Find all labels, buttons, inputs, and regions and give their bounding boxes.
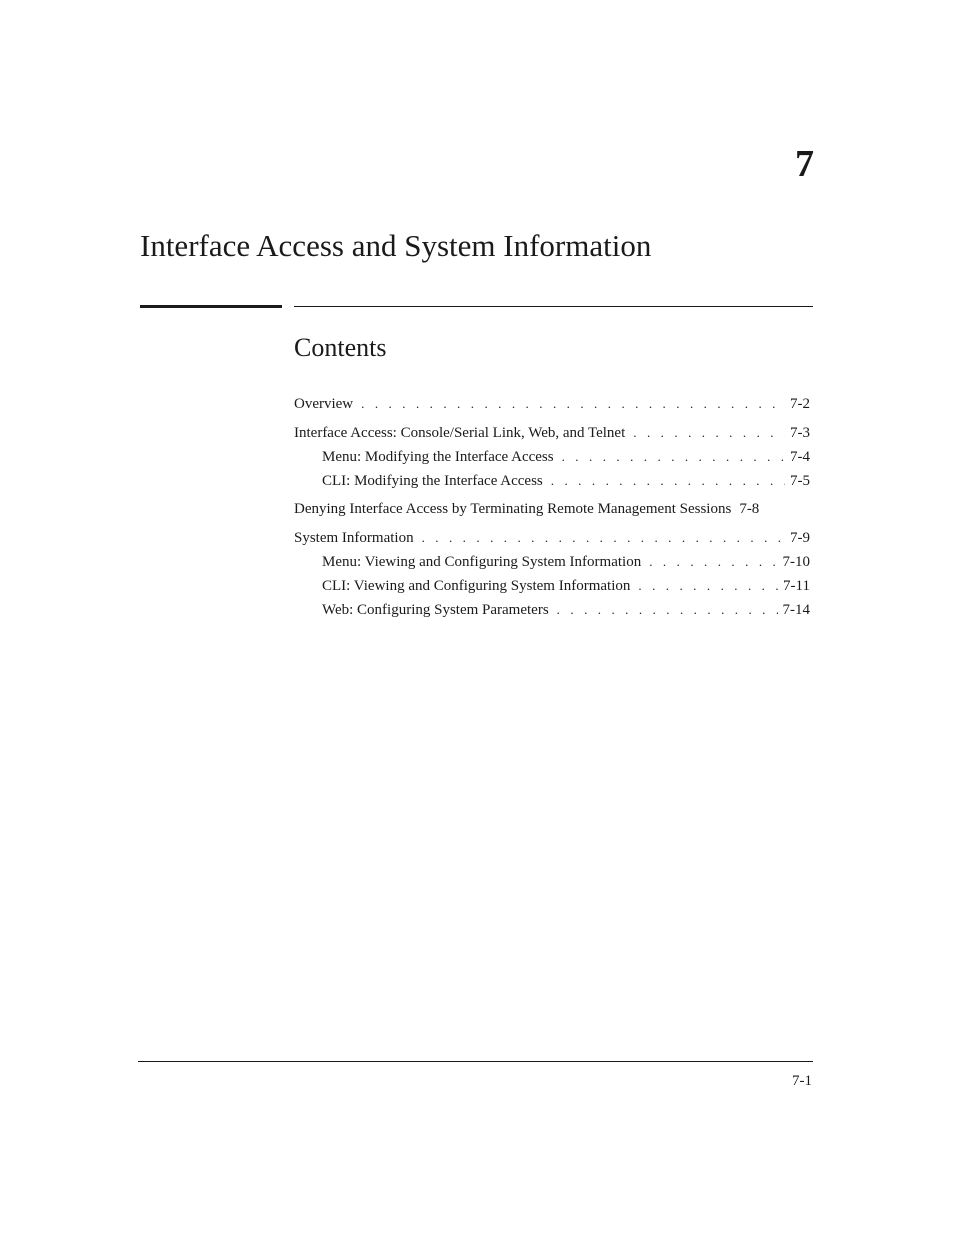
toc-leader-dots bbox=[557, 598, 778, 621]
toc-entry-title: Interface Access: Console/Serial Link, Web, and Telnet bbox=[294, 425, 626, 441]
table-of-contents bbox=[294, 392, 812, 622]
toc-entry-title: Web: Configuring System Parameters bbox=[322, 602, 549, 618]
toc-entry-title: Overview bbox=[294, 396, 354, 412]
toc-entry-page: 7-11 bbox=[783, 578, 810, 594]
toc-entry-title: Denying Interface Access by Terminating Remote Management Sessions bbox=[294, 501, 732, 517]
toc-entry[interactable] bbox=[294, 598, 810, 622]
toc-leader-dots bbox=[551, 469, 785, 492]
chapter-number: 7 bbox=[795, 143, 814, 185]
toc-entry-title: System Information bbox=[294, 530, 414, 546]
toc-entry[interactable] bbox=[294, 421, 810, 445]
page-number: 7-1 bbox=[792, 1073, 812, 1089]
toc-entry-title: Menu: Viewing and Configuring System Information bbox=[322, 554, 642, 570]
footer-rule bbox=[138, 1061, 813, 1062]
toc-entry-page: 7-5 bbox=[790, 473, 810, 489]
toc-entry[interactable] bbox=[294, 550, 810, 574]
toc-entry[interactable] bbox=[294, 498, 810, 521]
contents-heading: Contents bbox=[294, 333, 387, 362]
chapter-rule-thick bbox=[140, 305, 282, 308]
toc-leader-dots bbox=[361, 392, 785, 415]
toc-entry-page: 7-10 bbox=[782, 554, 810, 570]
toc-leader-dots bbox=[633, 421, 785, 444]
toc-entry[interactable] bbox=[294, 392, 810, 416]
toc-leader-dots bbox=[422, 526, 785, 549]
toc-entry-page: 7-3 bbox=[790, 425, 810, 441]
toc-entry[interactable] bbox=[294, 574, 810, 598]
toc-entry-page: 7-14 bbox=[782, 602, 810, 618]
toc-entry-page: 7-2 bbox=[790, 396, 810, 412]
toc-entry-title: CLI: Viewing and Configuring System Information bbox=[322, 578, 631, 594]
toc-entry-title: Menu: Modifying the Interface Access bbox=[322, 449, 554, 465]
chapter-title: Interface Access and System Information bbox=[140, 228, 652, 263]
toc-leader-dots bbox=[649, 550, 777, 573]
toc-entry-title: CLI: Modifying the Interface Access bbox=[322, 473, 543, 489]
chapter-rule-thin bbox=[294, 306, 813, 307]
toc-leader-dots bbox=[638, 574, 778, 597]
toc-entry-page: 7-9 bbox=[790, 530, 810, 546]
toc-leader-dots bbox=[562, 445, 785, 468]
toc-entry[interactable] bbox=[294, 526, 810, 550]
toc-entry[interactable] bbox=[294, 445, 810, 469]
toc-entry[interactable] bbox=[294, 469, 810, 493]
toc-entry-page: 7-4 bbox=[790, 449, 810, 465]
toc-entry-page: 7-8 bbox=[739, 501, 760, 517]
